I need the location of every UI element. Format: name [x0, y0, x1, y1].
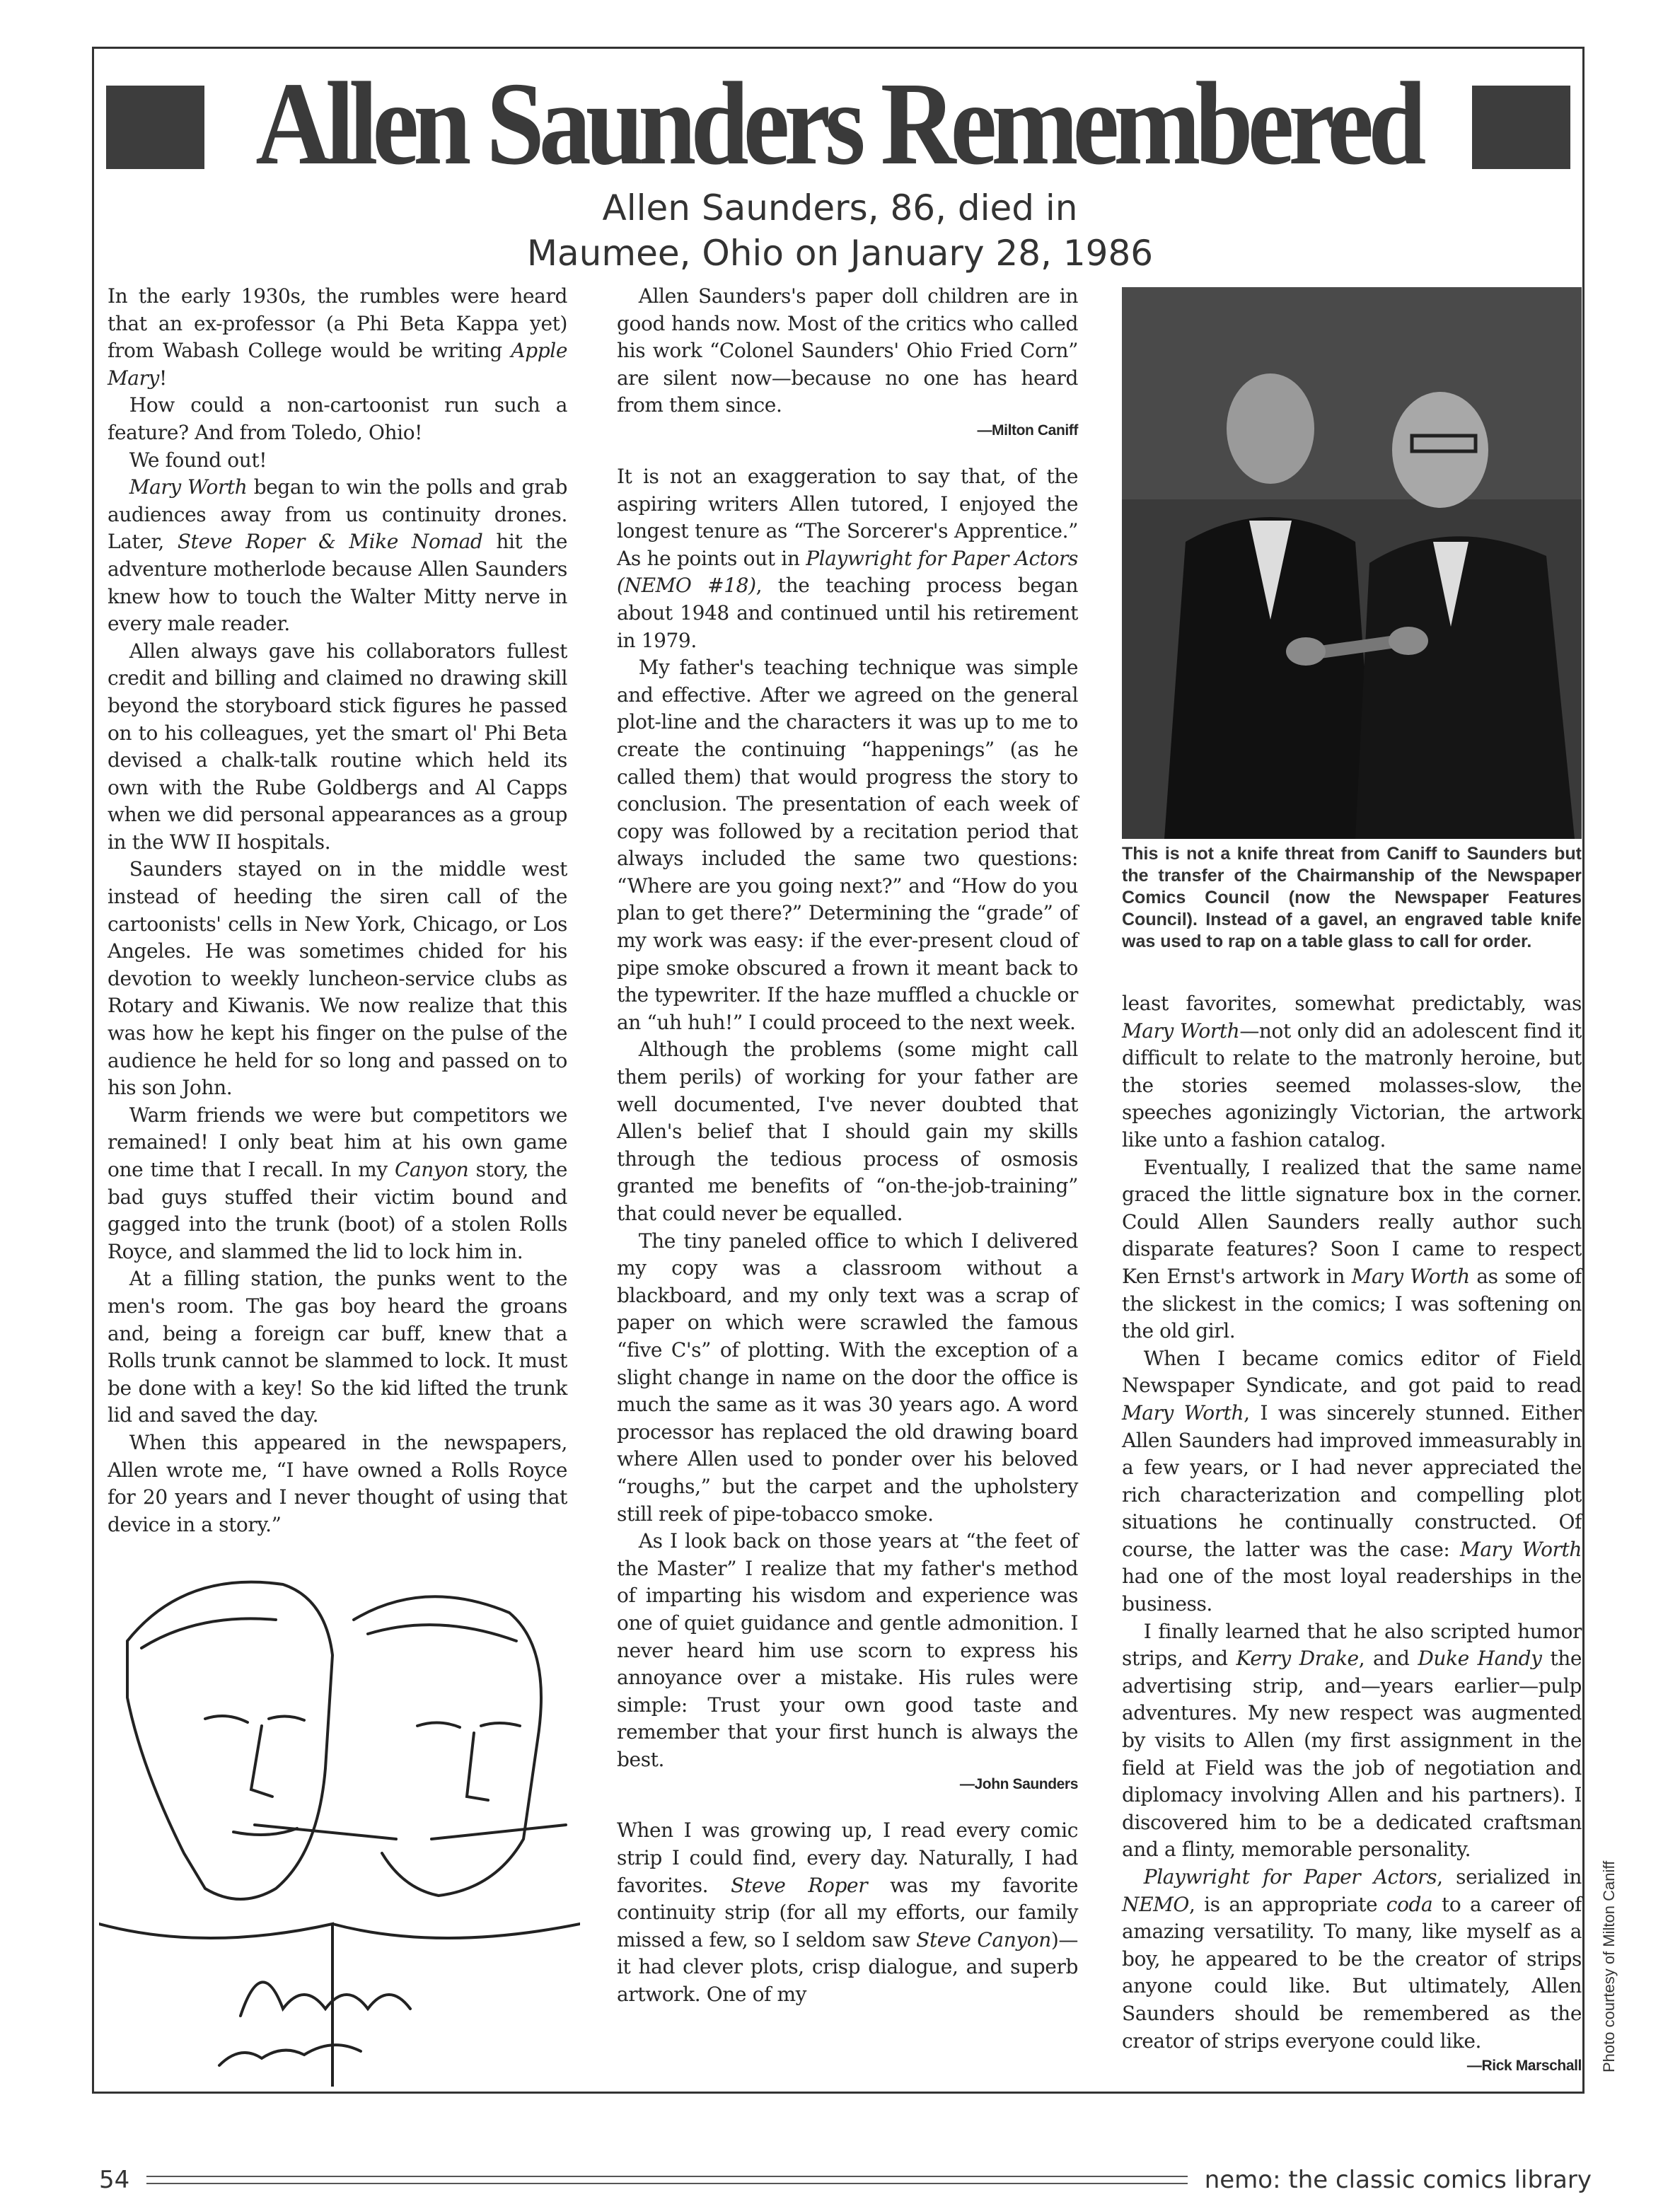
sketch-illustration [99, 1556, 580, 2087]
article-column-3 [1122, 990, 1582, 2077]
text-run: How could a non-cartoonist run such a feature? And from Toledo, Ohio! [108, 393, 567, 444]
paragraph [1122, 1618, 1582, 1864]
text-run: When this appeared in the newspapers, Allen wrote me, “I have owned a Rolls Royce for 20 years and I never thought of using that device in a story.” [108, 1430, 567, 1536]
paragraph [617, 463, 1078, 654]
paragraph [617, 1036, 1078, 1227]
photo-caniff-saunders [1122, 287, 1582, 839]
page-footer [99, 2166, 1592, 2194]
paragraph [108, 447, 567, 475]
paragraph [108, 1102, 567, 1266]
photo-image [1122, 287, 1582, 839]
paragraph [108, 856, 567, 1101]
text-run: had one of the most loyal readerships in the business. [1122, 1565, 1582, 1616]
text-run: the advertising strip, and—years earlier—pulp adventures. My new respect was augmented by visits to Allen (my first assignment in the field at Field was the job of negotiation and diplomacy involving Allen and his partners). I discovered him to be a dedicated craftsman and a flinty, memorable personality. [1122, 1647, 1582, 1862]
text-run: to a career of amazing versatility. To many, like myself as a boy, he appeared to be the creator of strips anyone could like. But ultimately, Allen Saunders should be remembered as the creator of strips everyone could like. [1122, 1892, 1582, 2053]
paragraph [108, 1429, 567, 1538]
text-run: , is an appropriate [1188, 1892, 1386, 1916]
italic-text: Duke Handy [1418, 1647, 1542, 1671]
text-run: We found out! [129, 448, 267, 472]
headline-bar-right [1472, 86, 1570, 169]
subheadline-line-1: Allen Saunders, 86, died in [602, 187, 1078, 228]
paragraph [1122, 1345, 1582, 1618]
page-number: 54 [99, 2166, 130, 2194]
text-run: story, the bad guys stuffed their victim bound and gagged into the trunk (boot) of a stolen Rolls Royce, and slammed the lid to lock him in. [108, 1158, 567, 1263]
article-column-2 [617, 283, 1078, 2009]
italic-text: NEMO [1122, 1892, 1189, 1916]
text-run: In the early 1930s, the rumbles were heard that an ex-professor (a Phi Beta Kappa yet) from Wabash College would be writing [108, 284, 567, 363]
text-run: Saunders stayed on in the middle west instead of heeding the siren call of the cartoonists' cells in New York, Chicago, or Los Angeles. He was sometimes chided for his devotion to weekly luncheon-service clubs as Rotary and Kiwanis. We now realize that this was how he kept his finger on the pulse of the audience he held for so long and passed on to his son John. [108, 857, 567, 1100]
italic-text: Mary Worth [1122, 1019, 1240, 1043]
italic-text: Playwright for Paper Actors (NEMO #18) [617, 546, 1079, 598]
headline-title: Allen Saunders Remembered [255, 58, 1421, 190]
subheadline [0, 185, 1680, 276]
text-run: My father's teaching technique was simple and effective. After we agreed on the general plot-line and the characters it was up to me to create the continuing “happenings” (as he called them) that would progress the story to conclusion. The presentation of each week of copy was followed by a recitation period that always included the same two questions: “Where are you going next?” and “How do you plan to get there?” Determining the “grade” of my work was easy: if the ever-present cloud of pipe smoke obscured a frown it meant back to the typewriter. If the haze muffled a chuckle or an “uh huh!” I could proceed to the next week. [617, 656, 1078, 1034]
paragraph [1122, 990, 1582, 1154]
paragraph [617, 654, 1078, 1036]
italic-text: Steve Canyon [916, 1927, 1051, 1951]
paragraph [1122, 1154, 1582, 1345]
text-run: When I was growing up, I read every comic strip I could find, every day. Naturally, I had favorites. [617, 1819, 1078, 1897]
author-signature: —Milton Caniff [977, 422, 1078, 439]
text-run: It is not an exaggeration to say that, of the aspiring writers Allen tutored, I enjoyed the longest tenure as “The Sorcerer's Apprentice.” As he points out in [617, 464, 1078, 570]
author-signature: —John Saunders [959, 1776, 1078, 1793]
publication-name: nemo: the classic comics library [1204, 2166, 1592, 2194]
paragraph [617, 283, 1078, 419]
text-run: )—it had clever plots, crisp dialogue, and superb artwork. One of my [617, 1927, 1078, 2007]
text-run: At a filling station, the punks went to the men's room. The gas boy heard the groans and, being a foreign car buff, knew that a Rolls trunk cannot be slammed to lock. It must be done with a key! So the kid lifted the trunk lid and saved the day. [108, 1267, 567, 1427]
subheadline-line-2: Maumee, Ohio on January 28, 1986 [526, 233, 1154, 274]
photo-credit: Photo courtesy of Milton Caniff [1600, 1860, 1618, 2072]
italic-text: Apple Mary [108, 339, 567, 390]
text-run: Allen always gave his collaborators fullest credit and billing and claimed no drawing skill beyond the storyboard stick figures he passed on to his colleagues, yet the smart ol' Phi Beta devised a chalk-talk routine which held its own with the Rube Goldbergs and Al Capps when we did personal appearances as a group in the WW II hospitals. [108, 639, 567, 854]
paragraph [108, 283, 567, 392]
text-run: least favorites, somewhat predictably, was [1122, 992, 1582, 1015]
italic-text: Mary Worth [1122, 1400, 1244, 1425]
paragraph [108, 392, 567, 446]
text-run: , I was sincerely stunned. Either Allen Saunders had improved immeasurably in a few years, or I had never appreciated the rich characterization and compelling plot situations he continually constructed. Of course, the latter was the case: [1122, 1400, 1582, 1561]
text-run: When I became comics editor of Field Newspaper Syndicate, and got paid to read [1122, 1346, 1582, 1398]
paragraph [108, 1265, 567, 1429]
headline [106, 58, 1570, 190]
text-run: I finally learned that he also scripted humor strips, and [1122, 1619, 1582, 1671]
italic-text: Mary Worth [129, 475, 248, 499]
paragraph [617, 1228, 1078, 1529]
text-run: Although the problems (some might call them perils) of working for your father are well documented, I've never doubted that Allen's belief that I should gain my skills through the tedious process of osmosis granted me benefits of “on-the-job-training” that could never be equalled. [617, 1038, 1078, 1225]
text-run: hit the adventure motherlode because Allen Saunders knew how to touch the Walter Mitty nerve in every male reader. [108, 530, 568, 636]
text-run: , the teaching process began about 1948 and continued until his retirement in 1979. [617, 574, 1078, 652]
text-run: Warm friends we were but competitors we remained! I only beat him at his own game one time that I recall. In my [108, 1103, 567, 1181]
paragraph [617, 1528, 1078, 1773]
text-run: , and [1358, 1647, 1418, 1671]
text-run: began to win the polls and grab audiences away from us continuity drones. Later, [108, 475, 567, 554]
text-run: —not only did an adolescent find it difficult to relate to the matronly heroine, but the stories seemed molasses-slow, the speeches agonizingly Victorian, the artwork like unto a fashion catalog. [1122, 1019, 1582, 1152]
text-run: ! [158, 366, 167, 390]
paragraph [617, 1817, 1078, 2008]
italic-text: Playwright for Paper Actors [1143, 1865, 1437, 1889]
article-column-1 [108, 283, 567, 1538]
text-run: Eventually, I realized that the same name graced the little signature box in the corner. Could Allen Saunders really author such disparate features? Soon I came to respect Ken Ernst's artwork in [1122, 1155, 1582, 1288]
text-run: as some of the slickest in the comics; I was softening on the old girl. [1122, 1264, 1582, 1343]
italic-text: Mary Worth [1460, 1537, 1582, 1561]
italic-text: Canyon [394, 1158, 469, 1181]
text-run: , serialized in [1437, 1865, 1582, 1889]
headline-bar-left [106, 86, 204, 169]
footer-rule [146, 2176, 1187, 2184]
paragraph [1122, 1864, 1582, 2055]
text-run: The tiny paneled office to which I delivered my copy was a classroom without a blackboard, and my only text was a scrap of paper on which were scrawled the famous “five C's” of plotting. With the exception of a slight change in name on the door the office is much the same as it was 30 years ago. A word processor has replaced the old drawing board where Allen used to ponder over his beloved “roughs,” but the carpet and the upholstery still reek of pipe-tobacco smoke. [617, 1229, 1078, 1526]
photo-caption: This is not a knife threat from Caniff to Saunders but the transfer of the Chairmanship of the Newspaper Comics Council (now the Newspaper Features Council). Instead of a gavel, an engraved table knife was used to rap on a table glass to call for order. [1122, 844, 1582, 951]
paragraph [108, 474, 567, 638]
italic-text: Mary Worth [1351, 1264, 1470, 1288]
paragraph [108, 638, 567, 857]
italic-text: coda [1386, 1892, 1433, 1916]
text-run: was my favorite continuity strip (for all my efforts, our family missed a few, so I seldom saw [617, 1873, 1078, 1951]
text-run: Allen Saunders's paper doll children are in good hands now. Most of the critics who called his work “Colonel Saunders' Ohio Fried Corn” are silent now—because no one has heard from them since. [617, 284, 1078, 417]
italic-text: Steve Roper [731, 1873, 868, 1897]
italic-text: Kerry Drake [1236, 1647, 1359, 1671]
italic-text: Steve Roper & Mike Nomad [177, 530, 483, 554]
author-signature: —Rick Marschall [1466, 2058, 1582, 2075]
text-run: As I look back on those years at “the feet of the Master” I realize that my father's method of imparting his wisdom and experience was one of quiet guidance and gentle admonition. I never heard him use scorn to express his annoyance over a mistake. His rules were simple: Trust your own good taste and remember that your first hunch is always the best. [617, 1529, 1078, 1771]
